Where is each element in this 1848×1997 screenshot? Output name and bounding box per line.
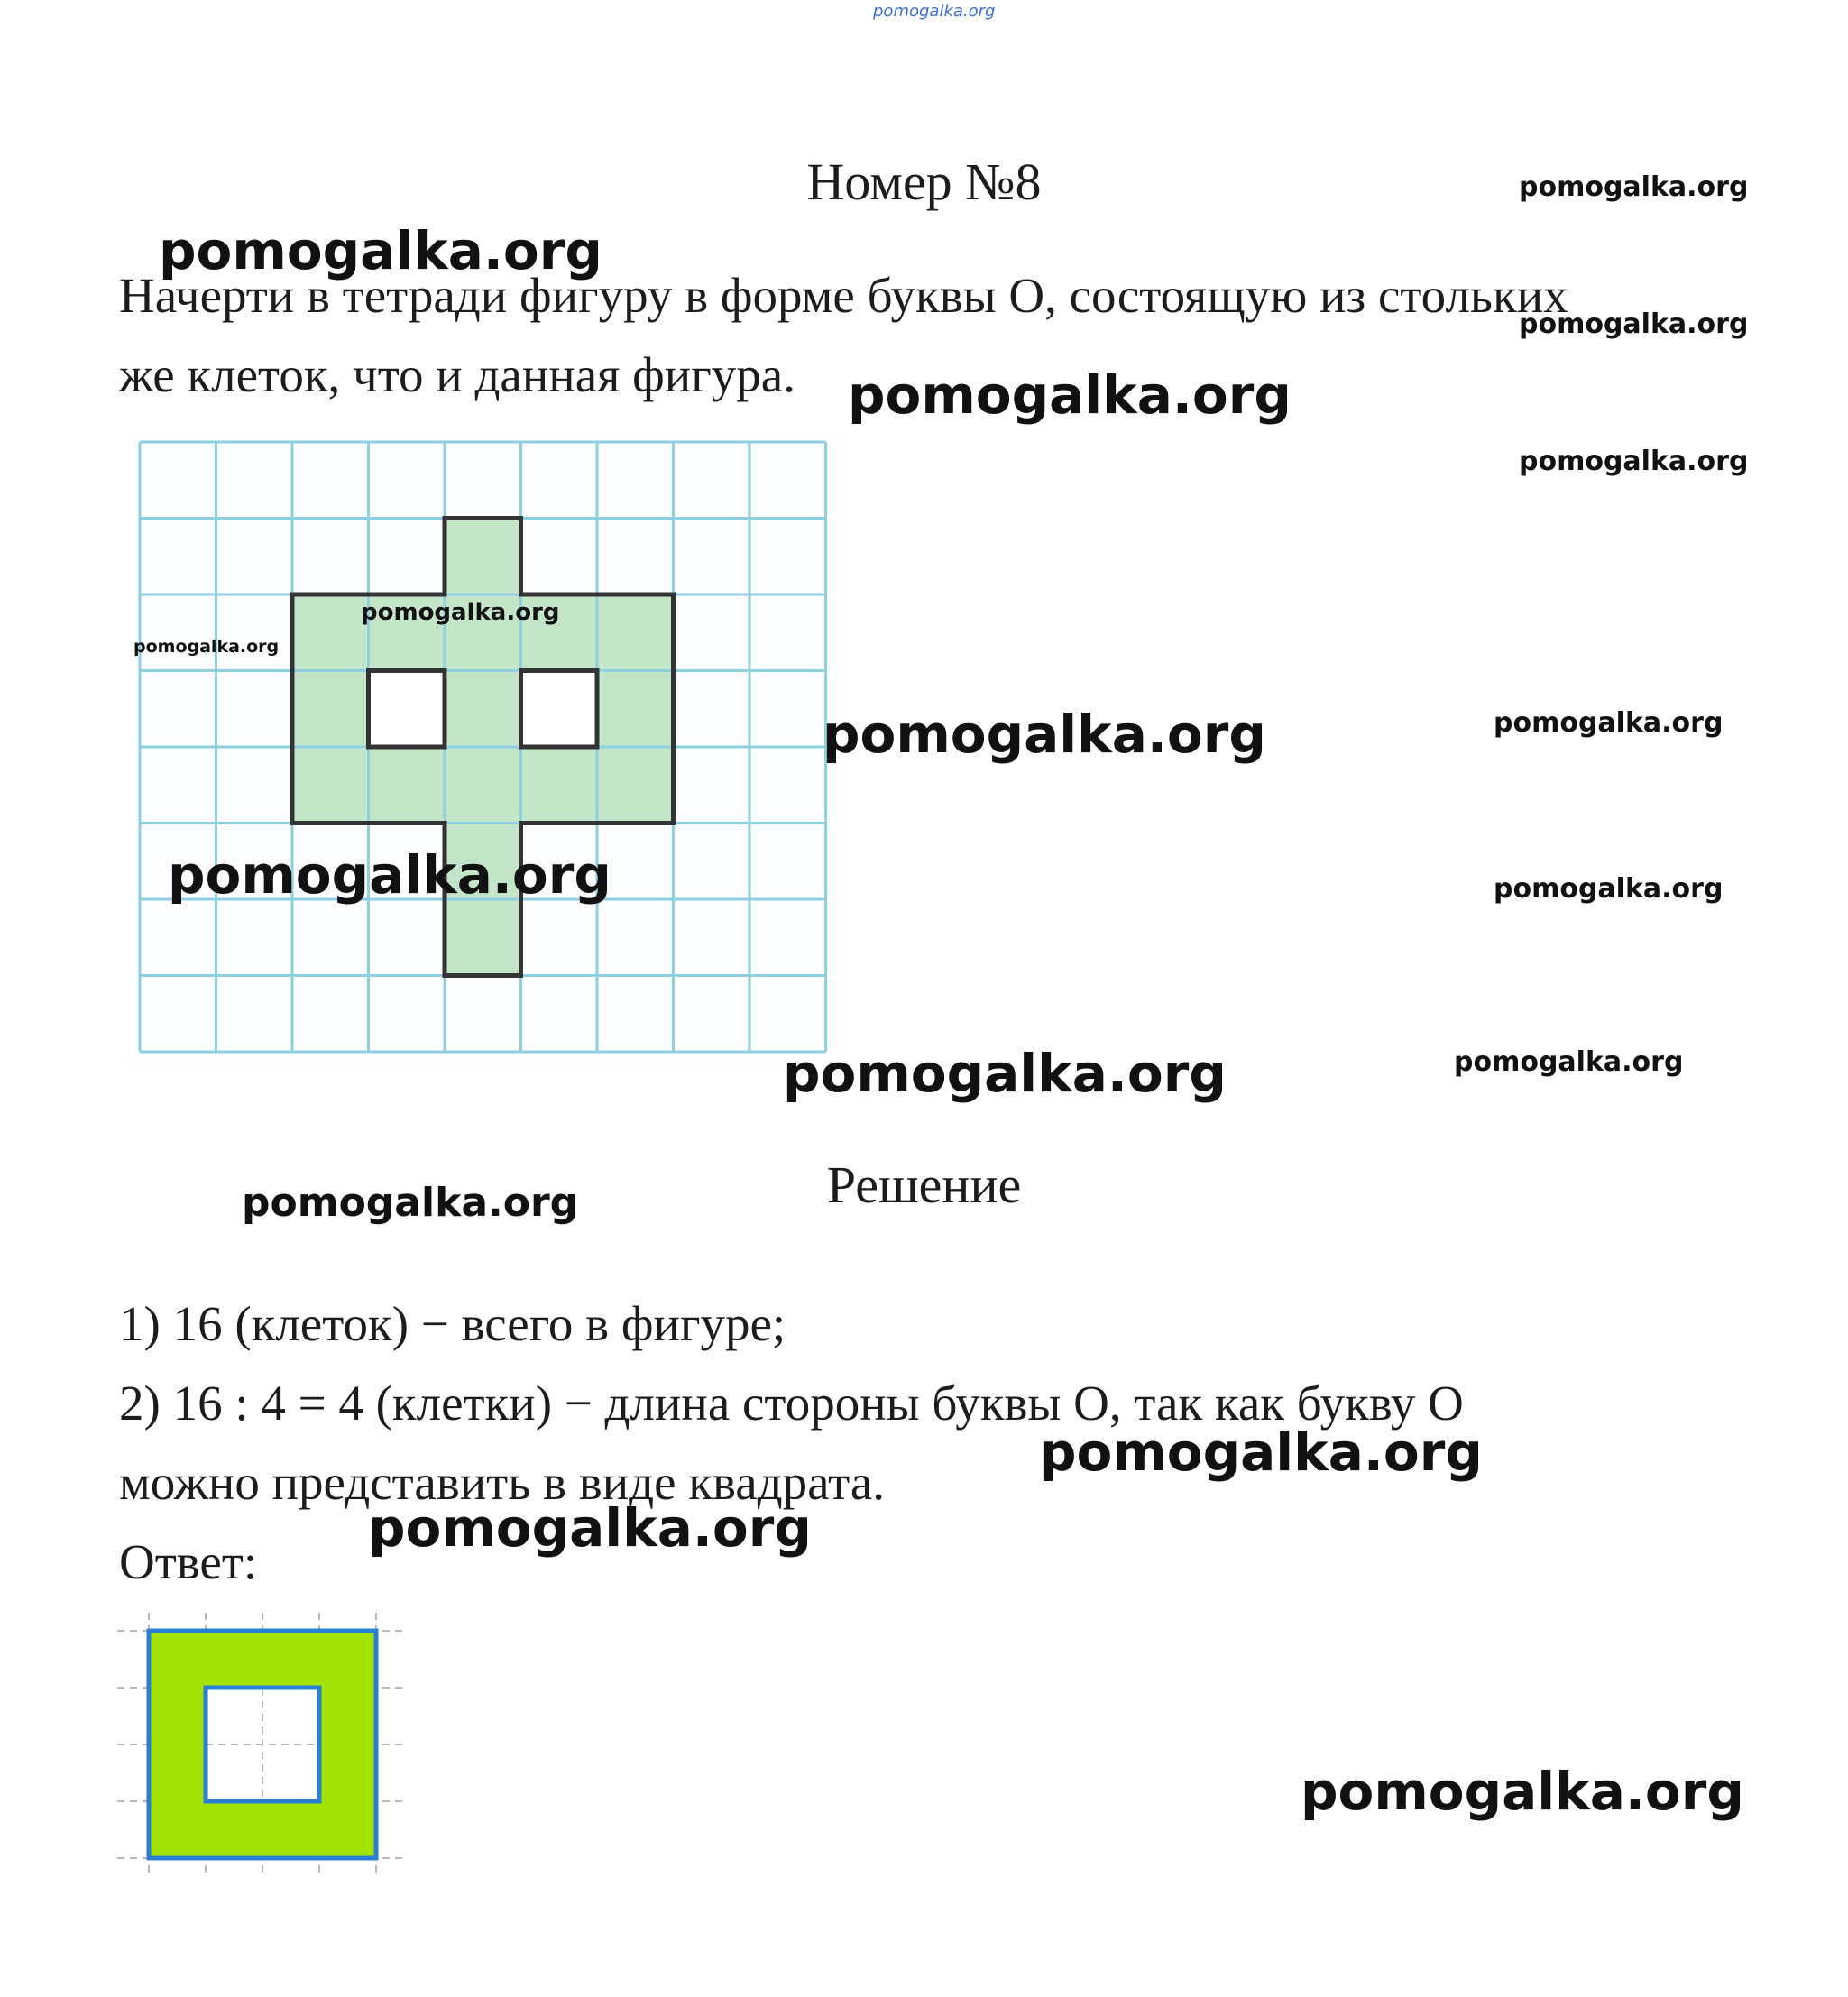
answer-label: Ответ: [119, 1534, 258, 1589]
shaded-cell [597, 594, 674, 671]
shaded-cell [292, 671, 369, 748]
solution-step-2-line-2: можно представить в виде квадрата. [119, 1455, 886, 1510]
shaded-cell [445, 747, 521, 824]
watermark: pomogalka.org [1494, 707, 1724, 739]
watermark: pomogalka.org [848, 364, 1292, 426]
task-text-line-1: Начерти в тетради фигуру в форме буквы О, состоящую из стольких [119, 268, 1568, 323]
shaded-cell [445, 899, 521, 976]
watermark: pomogalka.org [159, 220, 602, 281]
shaded-cell [292, 747, 369, 824]
watermark: pomogalka.org [168, 844, 611, 906]
solution-heading: Решение [826, 1155, 1022, 1214]
watermark: pomogalka.org [1301, 1761, 1744, 1822]
watermark: pomogalka.org [1519, 446, 1749, 477]
task-text-line-2: же клеток, что и данная фигура. [119, 347, 795, 402]
shaded-cell [597, 747, 674, 824]
shaded-cell [445, 671, 521, 748]
given-figure [126, 433, 839, 1064]
watermark: pomogalka.org [1494, 873, 1724, 905]
solution-step-1: 1) 16 (клеток) − всего в фигуре; [119, 1296, 786, 1351]
given-figure-hole-right [521, 671, 598, 748]
answer-figure [117, 1613, 415, 1874]
watermark: pomogalka.org [1519, 308, 1749, 340]
watermark: pomogalka.org [823, 704, 1266, 765]
watermark: pomogalka.org [242, 1180, 579, 1226]
watermark: pomogalka.org [368, 1497, 812, 1559]
solution-step-2-line-1: 2) 16 : 4 = 4 (клетки) − длина стороны буквы О, так как букву О [119, 1376, 1464, 1431]
shaded-cell [445, 519, 521, 595]
watermark: pomogalka.org [1454, 1046, 1684, 1078]
shaded-cell [521, 747, 598, 824]
given-figure-hole-left [369, 671, 446, 748]
shaded-cell [292, 594, 369, 671]
page-title: Номер №8 [806, 152, 1042, 211]
watermark: pomogalka.org [361, 599, 560, 626]
watermark: pomogalka.org [133, 637, 280, 657]
watermark: pomogalka.org [783, 1043, 1227, 1104]
watermark: pomogalka.org [1519, 171, 1749, 203]
shaded-cell [597, 671, 674, 748]
site-mark-top: pomogalka.org [873, 2, 996, 21]
shaded-cell [369, 747, 446, 824]
watermark: pomogalka.org [1039, 1422, 1483, 1483]
